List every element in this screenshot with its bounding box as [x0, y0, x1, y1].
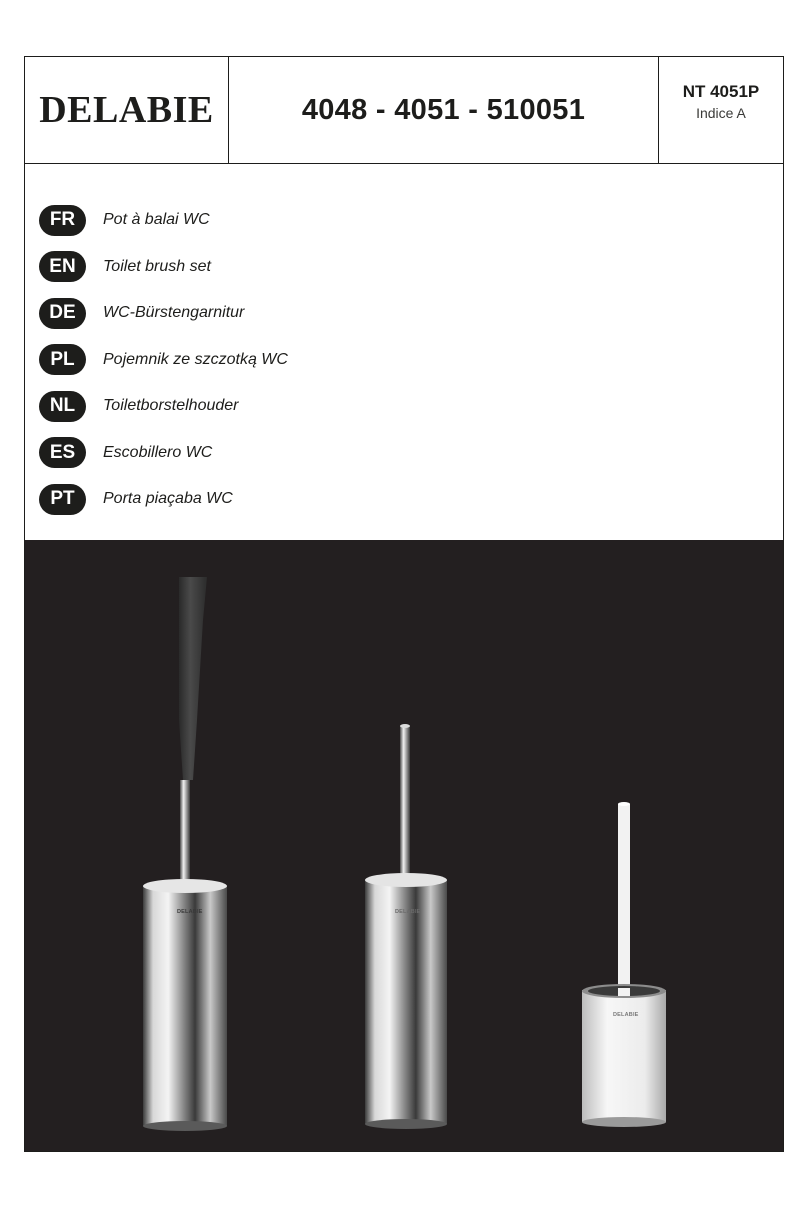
toilet-brush-white: [582, 802, 666, 1127]
product-photo: [25, 540, 783, 1151]
holder-base: [143, 1121, 227, 1131]
product-logo: DELABIE: [613, 1012, 639, 1018]
document-frame: [24, 56, 784, 1152]
language-item-fr: [39, 197, 288, 244]
brush-holder: [582, 990, 666, 1122]
language-badge: FR: [39, 205, 86, 236]
brush-holder: [365, 880, 447, 1124]
brush-rod: [618, 804, 630, 1004]
language-item-de: [39, 290, 288, 337]
language-label: Toilet brush set: [103, 257, 211, 275]
document-index: Indice A: [696, 104, 746, 121]
document-code: NT 4051P: [682, 81, 760, 101]
brush-rod: [400, 726, 410, 890]
toilet-brush-steel: [365, 724, 447, 1129]
holder-base: [582, 1117, 666, 1127]
language-item-pt: [39, 476, 288, 523]
product-illustration: [25, 540, 782, 1151]
language-label: WC-Bürstengarnitur: [103, 304, 245, 322]
brush-holder: [143, 886, 227, 1126]
references-cell: [229, 57, 659, 163]
language-list: [39, 197, 288, 523]
header: [25, 57, 783, 164]
rod-tip: [618, 802, 630, 806]
rod-tip: [400, 724, 410, 728]
brush-rod: [180, 780, 190, 890]
holder-lid: [365, 873, 447, 887]
language-item-nl: [39, 383, 288, 430]
product-logo: DELABIE: [395, 909, 421, 915]
product-references: 4048 - 4051 - 510051: [301, 93, 586, 126]
toilet-brush-black-handle: [143, 577, 227, 1131]
brand-logo: DELABIE: [39, 89, 214, 131]
brand-cell: [25, 57, 229, 163]
rod-insert: [618, 988, 630, 996]
language-item-pl: [39, 337, 288, 384]
language-label: Porta piaçaba WC: [103, 490, 233, 508]
document-cell: [659, 57, 783, 163]
language-label: Toiletborstelhouder: [103, 397, 239, 415]
holder-base: [365, 1119, 447, 1129]
language-badge: ES: [39, 437, 86, 468]
language-label: Pot à balai WC: [103, 211, 210, 229]
language-item-en: [39, 244, 288, 291]
language-item-es: [39, 430, 288, 477]
language-badge: DE: [39, 298, 86, 329]
language-badge: NL: [39, 391, 86, 422]
product-logo: DELABIE: [177, 909, 203, 915]
language-badge: PT: [39, 484, 86, 515]
brush-handle: [179, 577, 207, 780]
holder-lid: [143, 879, 227, 893]
language-label: Escobillero WC: [103, 443, 213, 461]
language-badge: EN: [39, 251, 86, 282]
language-badge: PL: [39, 344, 86, 375]
language-label: Pojemnik ze szczotką WC: [103, 350, 288, 368]
